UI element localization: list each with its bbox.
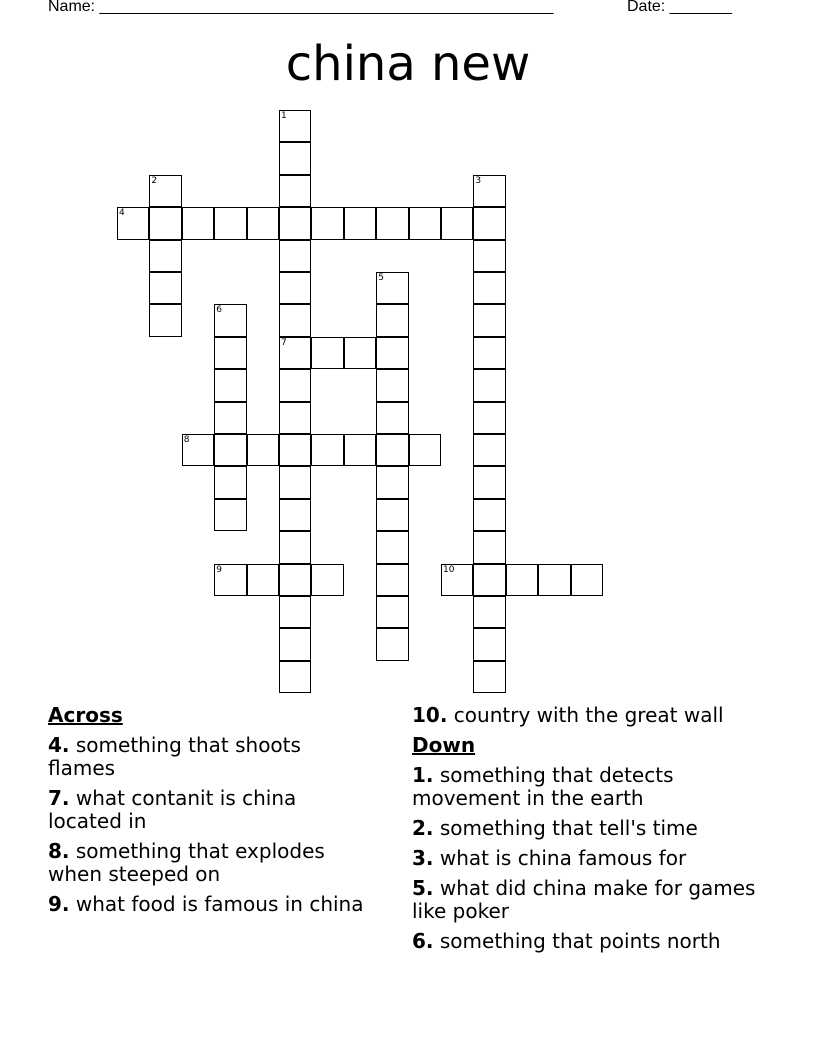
grid-cell[interactable]	[376, 304, 408, 336]
clue-number: 1.	[412, 763, 434, 787]
clue-number: 9.	[48, 892, 70, 916]
grid-cell[interactable]	[473, 499, 505, 531]
clue-text: something that explodes when steeped on	[48, 839, 325, 886]
grid-cell[interactable]	[279, 110, 311, 142]
grid-cell[interactable]	[473, 564, 505, 596]
grid-cell[interactable]	[473, 207, 505, 239]
grid-cell[interactable]	[149, 207, 181, 239]
cell-number: 3	[475, 175, 482, 186]
clue-text: something that points north	[439, 929, 721, 953]
grid-cell[interactable]	[214, 207, 246, 239]
grid-cell[interactable]	[214, 337, 246, 369]
grid-cell[interactable]	[279, 207, 311, 239]
grid-cell[interactable]	[214, 499, 246, 531]
grid-cell[interactable]	[214, 564, 246, 596]
grid-cell[interactable]	[473, 304, 505, 336]
clue-text: country with the great wall	[453, 703, 724, 727]
grid-cell[interactable]	[149, 272, 181, 304]
grid-cell[interactable]	[344, 207, 376, 239]
grid-cell[interactable]	[376, 369, 408, 401]
across-heading: Across	[48, 703, 123, 727]
grid-cell[interactable]	[279, 531, 311, 563]
grid-cell[interactable]	[311, 207, 343, 239]
grid-cell[interactable]	[473, 337, 505, 369]
clue-number: 3.	[412, 846, 434, 870]
puzzle-title: china new	[285, 36, 531, 92]
grid-cell[interactable]	[344, 434, 376, 466]
grid-cell[interactable]	[279, 402, 311, 434]
grid-cell[interactable]	[279, 628, 311, 660]
grid-cell[interactable]	[473, 272, 505, 304]
cell-number: 5	[378, 273, 384, 283]
grid-cell[interactable]	[279, 142, 311, 174]
clue-number: 8.	[48, 839, 70, 863]
grid-cell[interactable]	[279, 240, 311, 272]
grid-cell[interactable]	[344, 337, 376, 369]
clue-number: 2.	[412, 816, 434, 840]
clue-across	[48, 893, 368, 916]
grid-cell[interactable]	[376, 499, 408, 531]
grid-cell[interactable]	[214, 434, 246, 466]
grid-cell[interactable]	[409, 207, 441, 239]
grid-cell[interactable]	[279, 564, 311, 596]
date-field[interactable]: Date: _______	[627, 0, 732, 15]
grid-cell[interactable]	[149, 240, 181, 272]
clue-across	[412, 704, 782, 727]
grid-cell[interactable]	[214, 466, 246, 498]
grid-cell[interactable]	[506, 564, 538, 596]
clue-text: something that detects movement in the earth	[412, 763, 674, 810]
grid-cell[interactable]	[214, 402, 246, 434]
grid-cell[interactable]	[279, 272, 311, 304]
grid-cell[interactable]	[376, 531, 408, 563]
cell-number: 7	[281, 337, 287, 348]
clue-text: what food is famous in china	[75, 892, 364, 916]
clue-across	[48, 734, 368, 780]
clue-number: 10.	[412, 703, 448, 727]
grid-cell[interactable]	[473, 596, 505, 628]
grid-cell[interactable]	[182, 434, 214, 466]
grid-cell[interactable]	[247, 434, 279, 466]
grid-cell[interactable]	[376, 466, 408, 498]
clue-text: something that tell's time	[439, 816, 698, 840]
clue-text: something that shoots flames	[48, 733, 301, 780]
clue-across	[48, 840, 368, 886]
clues-right-column	[412, 704, 782, 960]
clue-down	[412, 877, 782, 923]
grid-cell[interactable]	[473, 369, 505, 401]
grid-cell[interactable]	[473, 661, 505, 693]
grid-cell[interactable]	[473, 240, 505, 272]
grid-cell[interactable]	[376, 337, 408, 369]
grid-cell[interactable]	[571, 564, 603, 596]
grid-cell[interactable]	[376, 628, 408, 660]
grid-cell[interactable]	[376, 402, 408, 434]
grid-cell[interactable]	[473, 402, 505, 434]
name-field[interactable]: Name: ___________________________________________________	[48, 0, 554, 15]
grid-cell[interactable]	[473, 466, 505, 498]
grid-cell[interactable]	[311, 337, 343, 369]
grid-cell[interactable]	[279, 337, 311, 369]
clue-text: what is china famous for	[439, 846, 687, 870]
grid-cell[interactable]	[279, 434, 311, 466]
grid-cell[interactable]	[376, 596, 408, 628]
clue-number: 7.	[48, 786, 70, 810]
clue-down	[412, 930, 782, 953]
grid-cell[interactable]	[376, 272, 408, 304]
down-heading: Down	[412, 733, 476, 757]
grid-cell[interactable]	[214, 304, 246, 336]
grid-cell[interactable]	[117, 207, 149, 239]
clue-number: 4.	[48, 733, 70, 757]
clue-text: what did china make for games like poker	[412, 876, 756, 923]
grid-cell[interactable]	[247, 564, 279, 596]
cell-number: 10	[443, 564, 455, 575]
grid-cell[interactable]	[376, 207, 408, 239]
grid-cell[interactable]	[441, 207, 473, 239]
grid-cell[interactable]	[311, 434, 343, 466]
cell-number: 8	[183, 435, 190, 445]
grid-cell[interactable]	[279, 499, 311, 531]
cell-number: 4	[119, 208, 125, 219]
grid-cell[interactable]	[279, 175, 311, 207]
grid-cell[interactable]	[279, 596, 311, 628]
cell-number: 1	[281, 111, 287, 121]
cell-number: 2	[151, 175, 158, 186]
grid-cell[interactable]	[376, 434, 408, 466]
grid-cell[interactable]	[279, 466, 311, 498]
clue-number: 5.	[412, 876, 434, 900]
clue-number: 6.	[412, 929, 434, 953]
clue-down	[412, 764, 782, 810]
cell-number: 6	[216, 305, 222, 316]
clues-left-column	[48, 704, 368, 923]
grid-cell[interactable]	[441, 564, 473, 596]
grid-cell[interactable]	[182, 207, 214, 239]
clue-down	[412, 847, 782, 870]
grid-cell[interactable]	[409, 434, 441, 466]
grid-cell[interactable]	[279, 304, 311, 336]
clue-text: what contanit is china located in	[48, 786, 297, 833]
grid-cell[interactable]	[279, 661, 311, 693]
grid-cell[interactable]	[473, 434, 505, 466]
grid-cell[interactable]	[214, 369, 246, 401]
grid-cell[interactable]	[538, 564, 570, 596]
grid-cell[interactable]	[473, 531, 505, 563]
grid-cell[interactable]	[473, 175, 505, 207]
grid-cell[interactable]	[149, 304, 181, 336]
grid-cell[interactable]	[473, 628, 505, 660]
grid-cell[interactable]	[247, 207, 279, 239]
grid-cell[interactable]	[149, 175, 181, 207]
grid-cell[interactable]	[376, 564, 408, 596]
grid-cell[interactable]	[279, 369, 311, 401]
clue-across	[48, 787, 368, 833]
cell-number: 9	[216, 564, 222, 575]
clue-down	[412, 817, 782, 840]
grid-cell[interactable]	[311, 564, 343, 596]
